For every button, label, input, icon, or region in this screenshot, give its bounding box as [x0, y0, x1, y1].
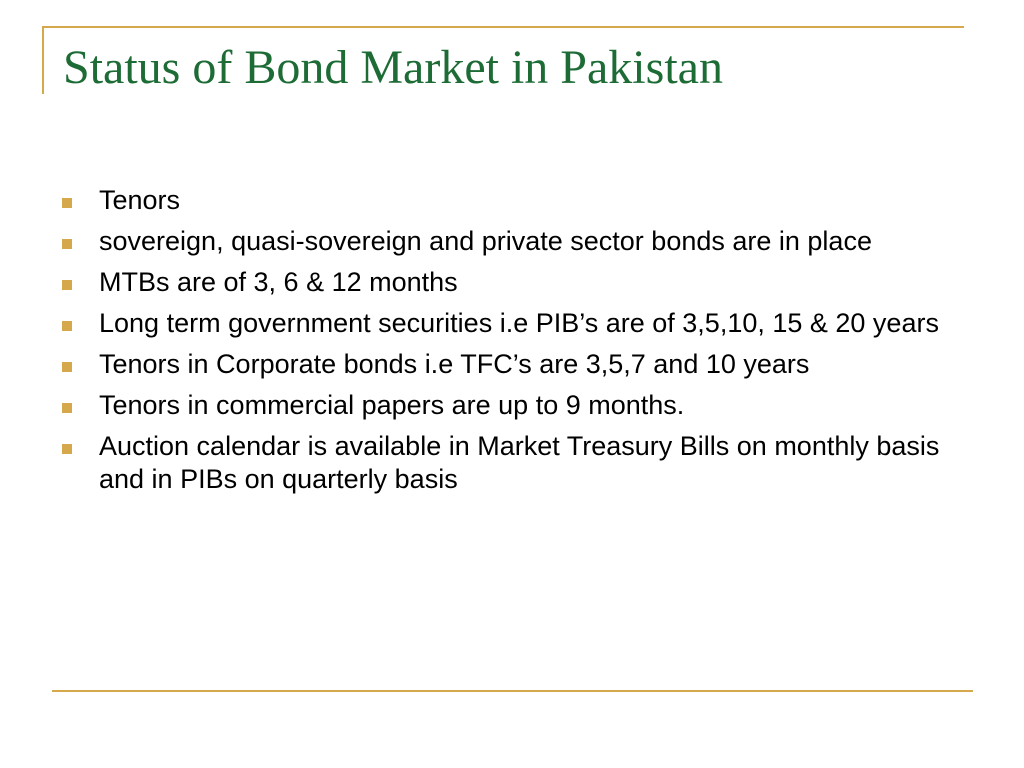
bullet-item	[62, 307, 962, 340]
bullet-text: MTBs are of 3, 6 & 12 months	[99, 267, 458, 297]
bullet-text: Tenors in commercial papers are up to 9 months.	[99, 390, 685, 420]
left-rule	[42, 26, 44, 94]
top-rule	[42, 26, 964, 28]
square-bullet-icon	[62, 198, 72, 208]
square-bullet-icon	[62, 362, 72, 372]
bullet-text: Long term government securities i.e PIB’s are of 3,5,10, 15 & 20 years	[99, 308, 939, 338]
bullet-text: sovereign, quasi-sovereign and private sector bonds are in place	[99, 226, 872, 256]
square-bullet-icon	[62, 403, 72, 413]
bullet-item	[62, 266, 962, 299]
bullet-text: Tenors	[99, 185, 181, 215]
bottom-rule	[52, 690, 973, 692]
bullet-item	[62, 430, 962, 496]
bullet-list	[62, 184, 962, 504]
square-bullet-icon	[62, 280, 72, 290]
square-bullet-icon	[62, 239, 72, 249]
bullet-item	[62, 348, 962, 381]
slide-title: Status of Bond Market in Pakistan	[63, 41, 723, 94]
square-bullet-icon	[62, 444, 72, 454]
bullet-item	[62, 225, 962, 258]
bullet-item	[62, 184, 962, 217]
bullet-text: Auction calendar is available in Market Treasury Bills on monthly basis and in PIBs on quarterly basis	[99, 431, 940, 494]
bullet-text: Tenors in Corporate bonds i.e TFC’s are 3,5,7 and 10 years	[99, 349, 810, 379]
bullet-item	[62, 389, 962, 422]
square-bullet-icon	[62, 321, 72, 331]
